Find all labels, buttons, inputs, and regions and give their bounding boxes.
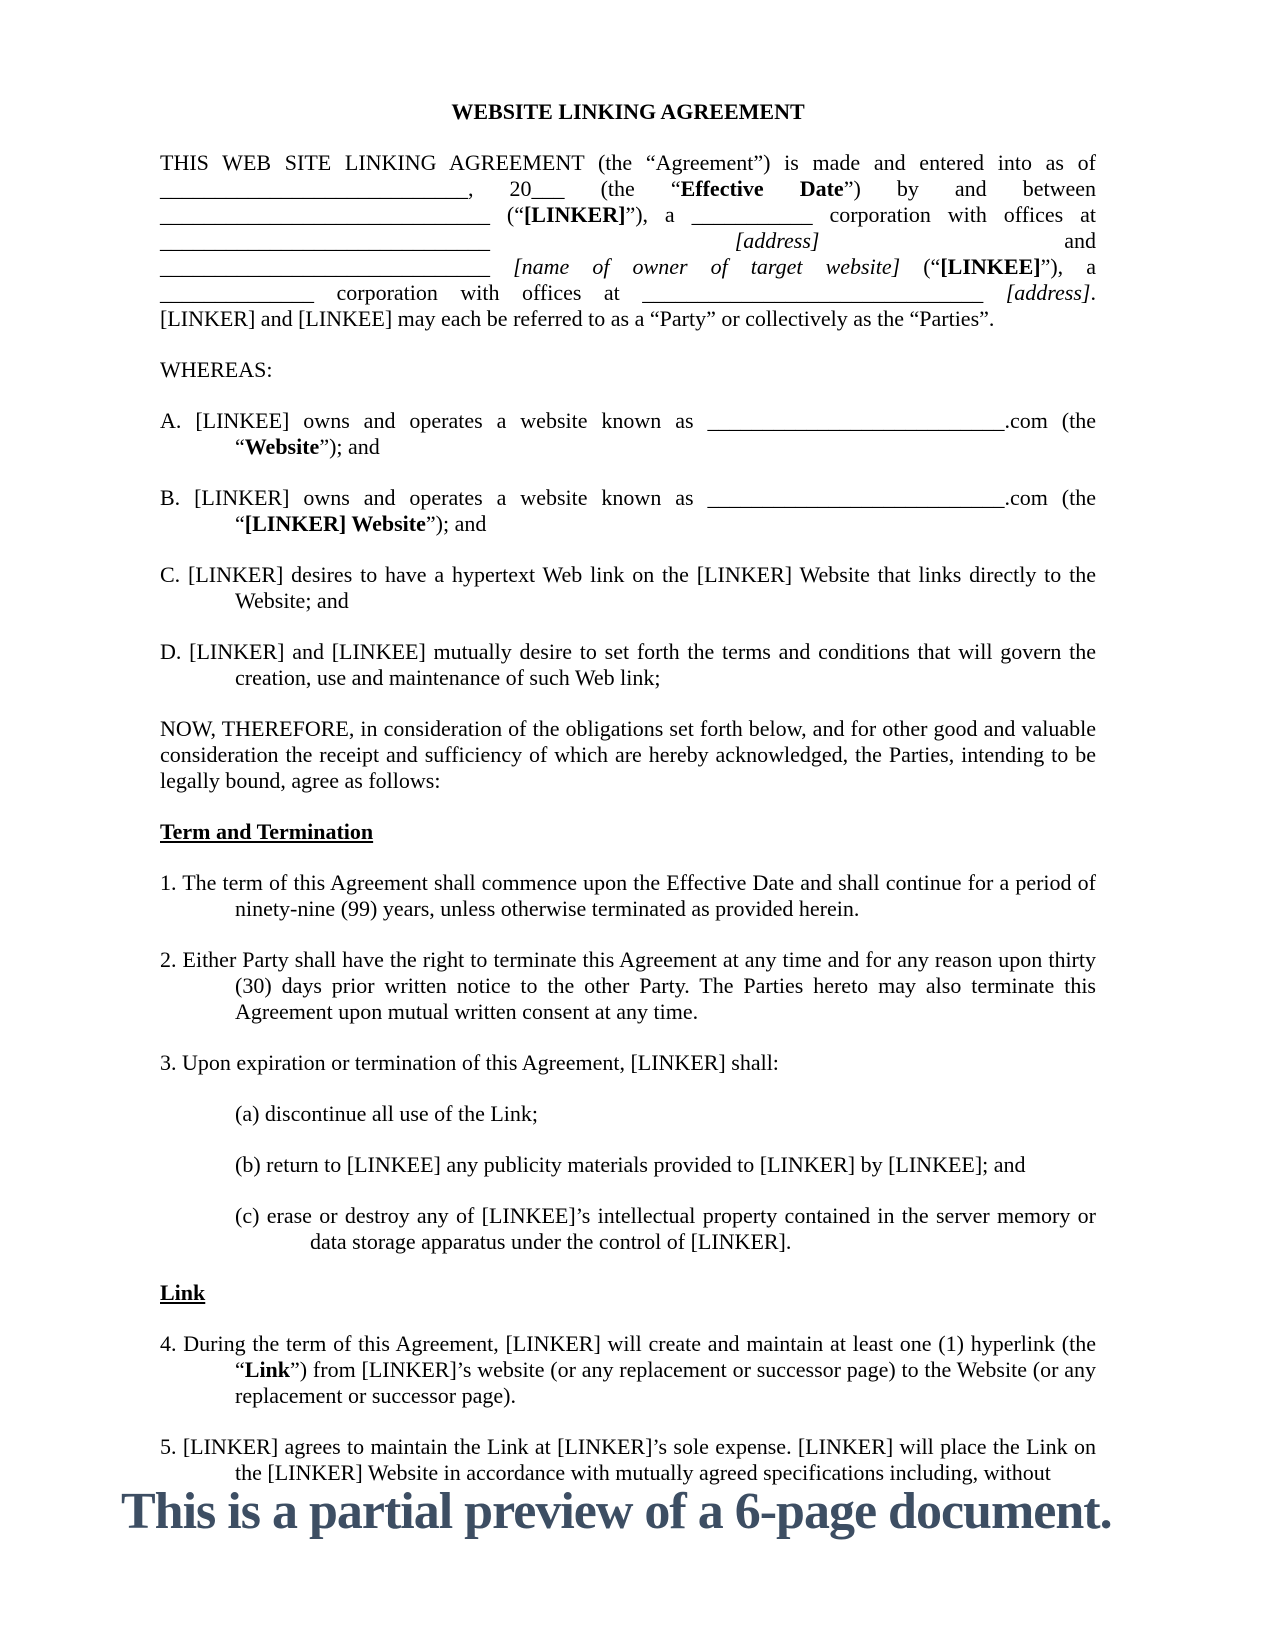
preview-notice: This is a partial preview of a 6-page document. xyxy=(121,1483,1112,1540)
clause-3b: (b) return to [LINKEE] any publicity materials provided to [LINKER] by [LINKEE]; and xyxy=(235,1152,1026,1177)
section-heading-term-and-termination: Term and Termination xyxy=(160,819,374,844)
intro-paragraph xyxy=(160,150,1096,332)
clause-3c: (c) erase or destroy any of [LINKEE]’s intellectual property contained in the server memory or data storage apparatus under the control of [LINKER]. xyxy=(235,1203,1096,1254)
intro-line-1: THIS WEB SITE LINKING AGREEMENT (the “Agreement”) is made and entered into as of xyxy=(160,150,1096,175)
intro-line-2: ____________________________, 20___ (the “Effective Date”) by and between xyxy=(160,176,1096,201)
section-heading-link: Link xyxy=(160,1280,206,1305)
clause-4: 4. During the term of this Agreement, [LINKER] will create and maintain at least one (1) hyperlink (the “Link”) from [LINKER]’s website (or any replacement or successor page) to the Website (or any replacement or successor page). xyxy=(160,1331,1096,1408)
intro-line-4: ______________________________ [address] and xyxy=(160,228,1096,253)
recital-a: A. [LINKEE] owns and operates a website known as ___________________________.com (the “Website”); and xyxy=(160,408,1096,459)
clause-1: 1. The term of this Agreement shall commence upon the Effective Date and shall continue for a period of ninety-nine (99) years, unless otherwise terminated as provided herein. xyxy=(160,870,1096,921)
now-therefore-paragraph: NOW, THEREFORE, in consideration of the obligations set forth below, and for other good and valuable consideration the receipt and sufficiency of which are hereby acknowledged, the Parties, intending to be legally bound, agree as follows: xyxy=(160,716,1096,793)
clause-3: 3. Upon expiration or termination of this Agreement, [LINKER] shall: xyxy=(160,1050,779,1075)
clause-5: 5. [LINKER] agrees to maintain the Link at [LINKER]’s sole expense. [LINKER] will place the Link on the [LINKER] Website in accordance with mutually agreed specifications including, without xyxy=(160,1434,1096,1485)
document-content xyxy=(160,0,1096,1511)
intro-line-3: ______________________________ (“[LINKER]”), a ___________ corporation with offices at xyxy=(160,202,1096,227)
recital-b: B. [LINKER] owns and operates a website known as ___________________________.com (the “[LINKER] Website”); and xyxy=(160,485,1096,536)
intro-line-7: [LINKER] and [LINKEE] may each be referred to as a “Party” or collectively as the “Parties”. xyxy=(160,306,995,331)
intro-line-5: ______________________________ [name of owner of target website] (“[LINKEE]”), a xyxy=(160,254,1097,279)
clause-2: 2. Either Party shall have the right to terminate this Agreement at any time and for any reason upon thirty (30) days prior written notice to the other Party. The Parties hereto may also terminate this Agreement upon mutual written consent at any time. xyxy=(160,947,1096,1024)
clause-3a: (a) discontinue all use of the Link; xyxy=(235,1101,539,1126)
recital-d: D. [LINKER] and [LINKEE] mutually desire to set forth the terms and conditions that will govern the creation, use and maintenance of such Web link; xyxy=(160,639,1096,690)
document-title: WEBSITE LINKING AGREEMENT xyxy=(451,99,805,124)
whereas-heading: WHEREAS: xyxy=(160,357,273,382)
intro-line-6: ______________ corporation with offices at _______________________________ [address]. xyxy=(160,280,1096,305)
recital-c: C. [LINKER] desires to have a hypertext Web link on the [LINKER] Website that links directly to the Website; and xyxy=(160,562,1096,613)
